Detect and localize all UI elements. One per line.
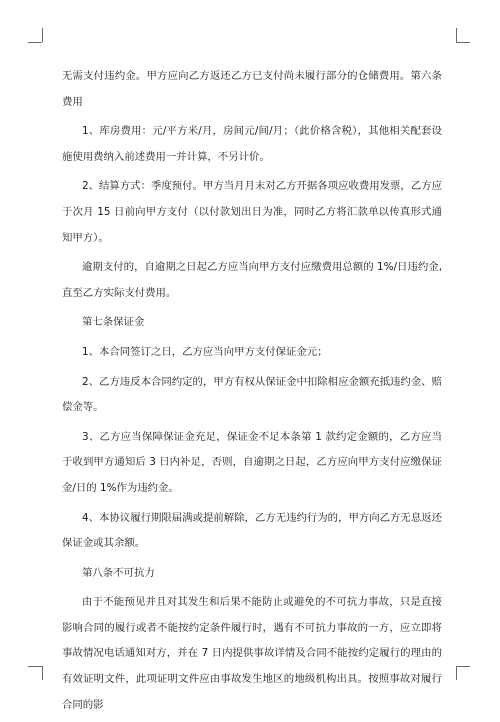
paragraph: 4、本协议履行期限届满或提前解除，乙方无违约行为的，甲方向乙方无息返还保证金或其余额。 [62, 511, 442, 550]
paragraph: 无需支付违约金。甲方应向乙方返还乙方已支付尚未履行部分的仓储费用。第六条费用 [62, 70, 442, 108]
paragraph: 2、结算方式：季度预付。甲方当月月末对乙方开据各项应收费用发票，乙方应于次月 15 日前向甲方支付（以付款划出日为准，同时乙方将汇款单以传真形式通知甲方）。 [62, 180, 442, 244]
section-heading: 第八条不可抗力 [82, 566, 155, 579]
document-body [62, 64, 442, 722]
paragraph: 由于不能预见并且对其发生和后果不能防止或避免的不可抗力事故，只是直接影响合同的履行或者不能按约定条件履行时，遇有不可抗力事故的一方，应立即将事故情况电话通知对方，并在 7 日内提供事故详情及合同不能按约定履行的理由的有效证明文件，此项证明文件应由事故发生地区的地级机构出具。按照事故对履行合同的影 [62, 596, 442, 711]
paragraph: 1、库房费用：元/平方米/月，房间元/间/月；（此价格含税），其他相关配套设施使用费纳入前述费用一并计算，不另计价。 [62, 125, 442, 163]
paragraph: 逾期支付的，自逾期之日起乙方应当向甲方支付应缴费用总额的 1%/日违约金,直至乙方实际支付费用。 [62, 261, 442, 299]
section-heading: 第七条保证金 [82, 316, 145, 329]
paragraph: 2、乙方违反本合同约定的，甲方有权从保证金中扣除相应金额充抵违约金、赔偿金等。 [62, 375, 442, 414]
paragraph: 1、本合同签订之日，乙方应当向甲方支付保证金元； [82, 345, 328, 358]
paragraph: 3、乙方应当保障保证金充足，保证金不足本条第 1 款约定金额的，乙方应当于收到甲方通知后 3 日内补足，否则，自逾期之日起，乙方应向甲方支付应缴保证金/日的 1%作为违约金。 [62, 430, 442, 494]
